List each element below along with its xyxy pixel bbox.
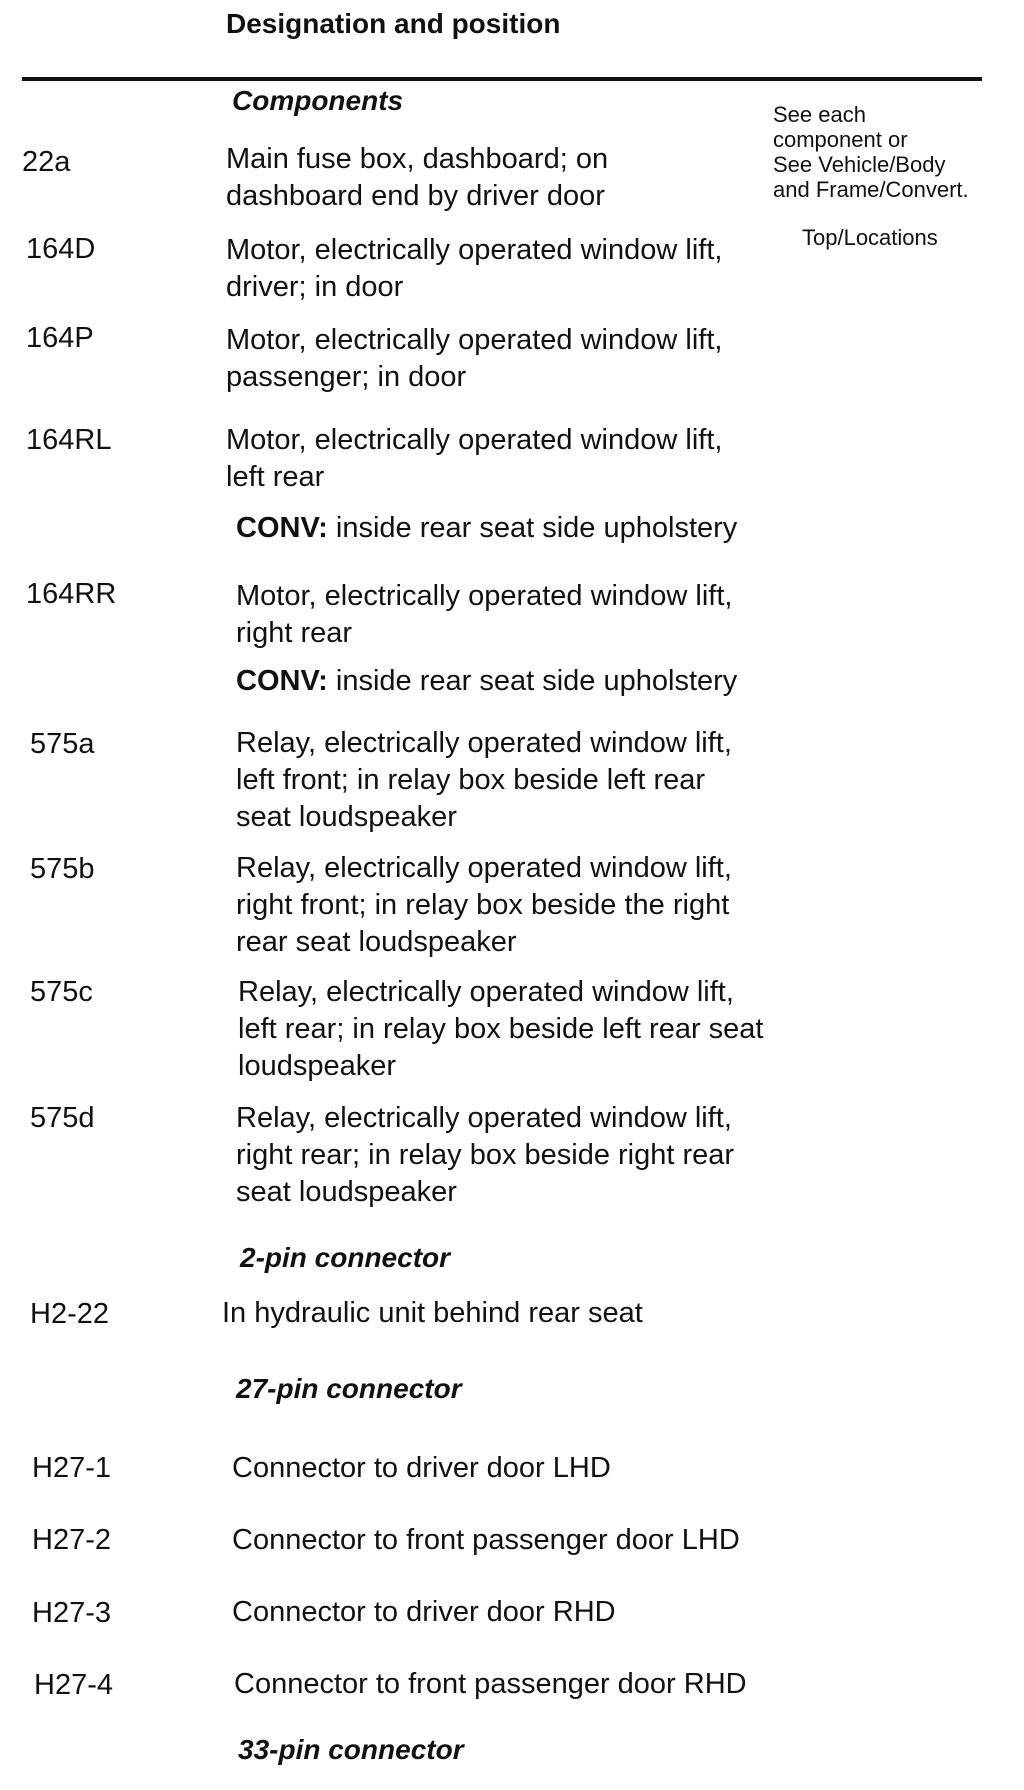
item-description-line: Main fuse box, dashboard; on bbox=[226, 143, 609, 175]
item-description bbox=[236, 578, 732, 652]
item-code: H27-1 bbox=[32, 1452, 111, 1484]
item-description-line: Motor, electrically operated window lift, bbox=[226, 324, 723, 356]
item-code: 164RR bbox=[26, 578, 117, 610]
item-description-line: right rear bbox=[236, 617, 353, 649]
item-description-line: Connector to front passenger door RHD bbox=[234, 1668, 747, 1700]
item-code: H27-4 bbox=[34, 1669, 113, 1701]
item-description-line: left front; in relay box beside left rear bbox=[236, 764, 706, 796]
conv-text: inside rear seat side upholstery bbox=[327, 512, 738, 544]
item-code: 22a bbox=[22, 146, 71, 178]
item-code: H2-22 bbox=[30, 1298, 109, 1330]
item-description bbox=[232, 1594, 616, 1631]
side-note-line: See Vehicle/Body bbox=[773, 152, 946, 177]
item-code: 575c bbox=[30, 976, 93, 1008]
item-description bbox=[238, 974, 763, 1085]
item-description-line: Relay, electrically operated window lift, bbox=[236, 727, 732, 759]
item-code: 164P bbox=[26, 322, 94, 354]
item-description-line: right front; in relay box beside the right bbox=[236, 889, 730, 921]
item-description-line: passenger; in door bbox=[226, 361, 467, 393]
item-description-line: dashboard end by driver door bbox=[226, 180, 605, 212]
item-description bbox=[236, 850, 732, 961]
header-rule bbox=[22, 77, 982, 81]
item-description bbox=[232, 1450, 611, 1487]
page-title: Designation and position bbox=[226, 8, 561, 39]
conv-note bbox=[236, 510, 737, 547]
item-description bbox=[234, 1666, 747, 1703]
item-description bbox=[226, 141, 608, 215]
item-description bbox=[226, 322, 722, 396]
item-description-line: Motor, electrically operated window lift, bbox=[226, 234, 723, 266]
side-note-line: See each bbox=[773, 102, 866, 127]
item-code: H27-3 bbox=[32, 1597, 111, 1629]
item-description bbox=[232, 1522, 740, 1559]
conv-label: CONV: bbox=[236, 512, 328, 544]
item-code: H27-2 bbox=[32, 1524, 111, 1556]
item-description bbox=[236, 725, 732, 836]
item-code: 575d bbox=[30, 1102, 95, 1134]
side-note-line: and Frame/Convert. bbox=[773, 177, 969, 202]
item-description-line: Motor, electrically operated window lift, bbox=[236, 580, 733, 612]
item-code: 164RL bbox=[26, 424, 112, 456]
side-note-line: component or bbox=[773, 127, 908, 152]
item-description-line: left rear; in relay box beside left rear seat bbox=[238, 1013, 764, 1045]
conv-note bbox=[236, 663, 737, 700]
item-description bbox=[222, 1295, 643, 1332]
section-heading-33-pin: 33-pin connector bbox=[238, 1734, 464, 1765]
item-description-line: Connector to driver door LHD bbox=[232, 1452, 611, 1484]
item-description-line: Connector to front passenger door LHD bbox=[232, 1524, 740, 1556]
section-heading-2-pin: 2-pin connector bbox=[240, 1242, 451, 1273]
conv-text: inside rear seat side upholstery bbox=[327, 665, 738, 697]
conv-label: CONV: bbox=[236, 665, 328, 697]
item-description-line: Motor, electrically operated window lift, bbox=[226, 424, 723, 456]
item-description-line: Connector to driver door RHD bbox=[232, 1596, 616, 1628]
item-description-line: driver; in door bbox=[226, 271, 404, 303]
item-description-line: Relay, electrically operated window lift, bbox=[236, 1102, 732, 1134]
item-description-line: seat loudspeaker bbox=[236, 1176, 457, 1208]
item-description-line: In hydraulic unit behind rear seat bbox=[222, 1297, 643, 1329]
item-description-line: Relay, electrically operated window lift, bbox=[238, 976, 734, 1008]
item-description bbox=[236, 1100, 734, 1211]
item-description-line: Relay, electrically operated window lift, bbox=[236, 852, 732, 884]
item-description-line: loudspeaker bbox=[238, 1050, 396, 1082]
item-code: 575b bbox=[30, 853, 95, 885]
item-description bbox=[226, 232, 722, 306]
item-code: 575a bbox=[30, 728, 95, 760]
side-note bbox=[773, 102, 969, 202]
section-heading-components: Components bbox=[232, 85, 404, 116]
item-description-line: left rear bbox=[226, 461, 325, 493]
item-description bbox=[226, 422, 722, 496]
item-code: 164D bbox=[26, 233, 96, 265]
side-note-superscript: Top/Locations bbox=[802, 225, 938, 250]
item-description-line: right rear; in relay box beside right rear bbox=[236, 1139, 735, 1171]
section-heading-27-pin: 27-pin connector bbox=[236, 1373, 462, 1404]
item-description-line: rear seat loudspeaker bbox=[236, 926, 517, 958]
item-description-line: seat loudspeaker bbox=[236, 801, 457, 833]
